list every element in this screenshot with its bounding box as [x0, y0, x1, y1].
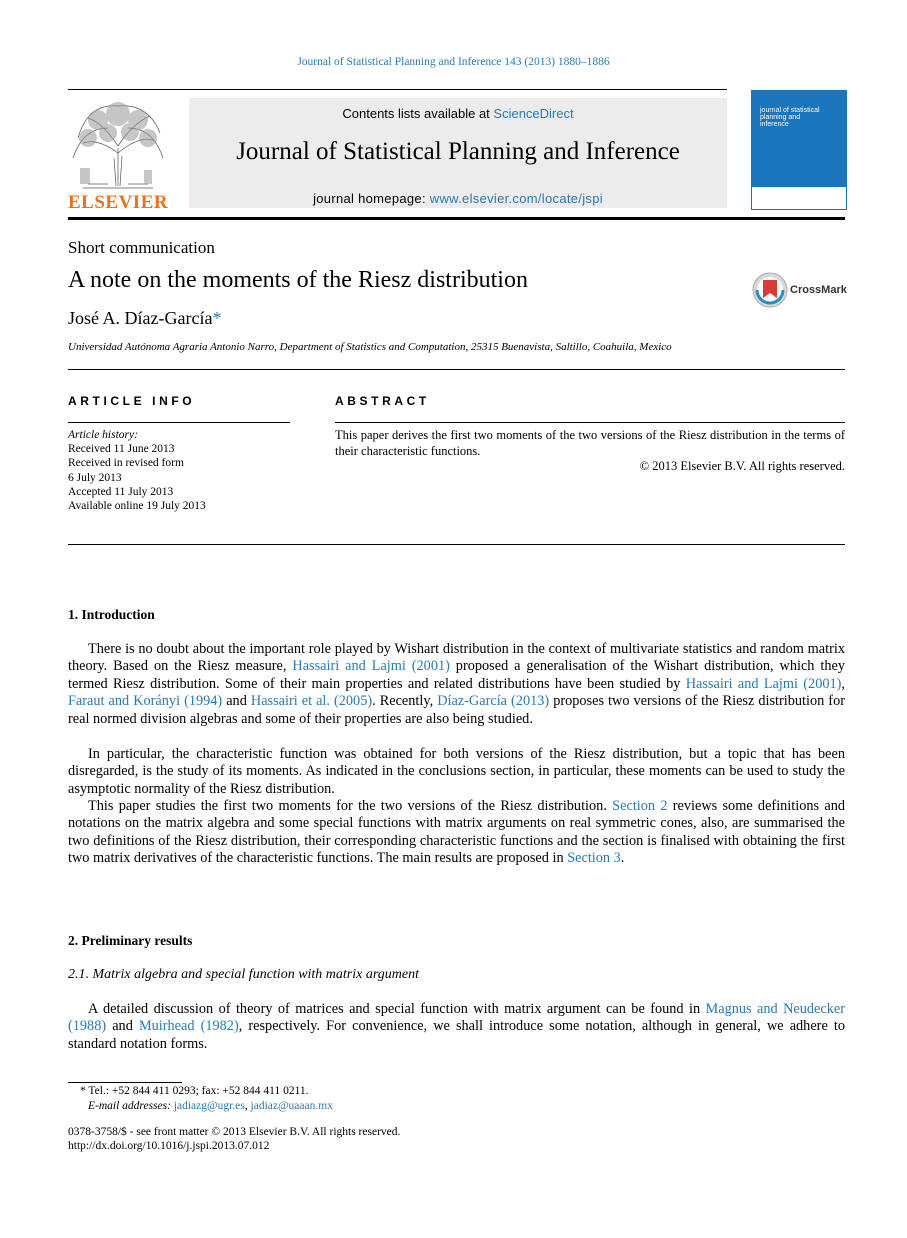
text-run: proposed a generalisation of the Wishart distribution, which they termed Riesz distribution. Some of their main properties and related distributions have been studied by	[68, 658, 845, 692]
prelim-paragraph-1	[68, 1001, 845, 1053]
text-run: .	[620, 850, 625, 867]
article-title: A note on the moments of the Riesz distribution	[68, 267, 528, 293]
author-affiliation: Universidad Autónoma Agraria Antonio Narro, Department of Statistics and Computation, 25315 Buenavista, Saltillo, Coahuila, Mexico	[68, 341, 672, 353]
email-separator: ,	[244, 1100, 251, 1112]
intro-paragraph-1	[68, 641, 845, 728]
history-item: Accepted 11 July 2013	[68, 485, 174, 498]
homepage-prefix: journal homepage:	[313, 191, 430, 206]
article-info-heading: ARTICLE INFO	[68, 394, 196, 408]
history-item: Received 11 June 2013	[68, 443, 175, 456]
journal-cover-thumbnail[interactable]	[751, 90, 847, 210]
abstract-text: This paper derives the first two moments of the two versions of the Riesz distribution in the terms of their characteristic functions.	[335, 428, 845, 458]
text-run: , respectively. For convenience, we shall introduce some notation, although in general, we adhere to standard notation forms.	[68, 1018, 845, 1052]
intro-paragraph-2: In particular, the characteristic function was obtained for both versions of the Riesz distribution, but a topic that has been disregarded, is the study of its moments. As indicated in the conclusions section, in particular, these moments can be used to study the asymptotic normality of the Riesz distribution.	[68, 746, 845, 797]
cover-footer	[752, 187, 846, 209]
text-run: reviews some definitions and notations on the matrix algebra and some special functions with matrix arguments on real symmetric cones, also, are summarised the two definitions of the Riesz distribution, their corresponding characteristic functions and the section is finalised with obtaining the first two matrix derivatives of the characteristic functions. The main results are proposed in	[68, 798, 846, 867]
text-run: ,	[841, 675, 845, 692]
history-label: Article history:	[68, 429, 138, 441]
article-type: Short communication	[68, 238, 215, 257]
journal-name: Journal of Statistical Planning and Inference	[236, 138, 680, 165]
history-item: Received in revised form	[68, 457, 184, 470]
elsevier-wordmark: ELSEVIER	[68, 192, 169, 213]
citation-link[interactable]: Magnus and Neudecker (1988)	[68, 1001, 845, 1035]
text-run: and	[106, 1018, 139, 1035]
footnote-tel: * Tel.: +52 844 411 0293; fax: +52 844 411 0211.	[80, 1085, 309, 1097]
abstract-copyright: © 2013 Elsevier B.V. All rights reserved.	[639, 459, 845, 473]
crossmark-label: CrossMark	[790, 284, 847, 296]
intro-paragraph-3	[68, 798, 845, 868]
email-link[interactable]: jadiaz@uaaan.mx	[250, 1100, 333, 1112]
sciencedirect-link[interactable]: ScienceDirect	[493, 106, 574, 121]
author-line	[68, 308, 221, 329]
history-item: Available online 19 July 2013	[68, 500, 206, 513]
section-link[interactable]: Section 3	[567, 850, 621, 867]
citation-link[interactable]: Díaz-García (2013)	[437, 693, 550, 710]
citation-link[interactable]: Hassairi and Lajmi (2001)	[685, 675, 842, 692]
homepage-line	[189, 191, 727, 206]
subsection-heading: 2.1. Matrix algebra and special function with matrix argument	[68, 967, 420, 982]
article-info-rule	[68, 422, 290, 423]
homepage-link[interactable]: www.elsevier.com/locate/jspi	[429, 191, 603, 206]
text-run: This paper studies the first two moments for the two versions of the Riesz distribution.	[88, 798, 613, 814]
footnote-rule	[68, 1082, 182, 1083]
text-run: . Recently,	[372, 693, 438, 710]
section-heading-introduction: 1. Introduction	[68, 607, 155, 622]
abstract-heading: ABSTRACT	[335, 394, 430, 408]
text-run: proposes two versions of the Riesz distribution for real normed division algebras and some of their properties are also being studied.	[68, 693, 845, 727]
citation-link[interactable]: Muirhead (1982)	[138, 1018, 239, 1035]
crossmark-icon	[752, 272, 788, 308]
section-heading-preliminary: 2. Preliminary results	[68, 933, 193, 948]
text-run: A detailed discussion of theory of matrices and special function with matrix argument can be found in	[88, 1001, 706, 1017]
abstract-rule	[335, 422, 845, 423]
article-history	[68, 428, 206, 513]
section-link[interactable]: Section 2	[612, 798, 668, 814]
cover-title: journal of statistical planning and inference	[760, 107, 820, 128]
header-rule	[68, 89, 727, 90]
header-thick-rule	[68, 217, 845, 220]
author-footnote-mark[interactable]: *	[212, 308, 222, 328]
email-link[interactable]: jadiazg@ugr.es	[173, 1100, 245, 1112]
issn-line: 0378-3758/$ - see front matter © 2013 Elsevier B.V. All rights reserved.	[68, 1126, 401, 1138]
citation-link[interactable]: Hassairi et al. (2005)	[250, 693, 373, 710]
contents-line	[189, 106, 727, 121]
crossmark-badge[interactable]	[752, 272, 847, 308]
history-item: 6 July 2013	[68, 471, 122, 484]
author-name: José A. Díaz-García	[68, 308, 213, 328]
doi-link[interactable]: http://dx.doi.org/10.1016/j.jspi.2013.07.012	[68, 1140, 270, 1152]
journal-citation[interactable]: Journal of Statistical Planning and Inference 143 (2013) 1880–1886	[297, 56, 610, 68]
email-label: E-mail addresses:	[88, 1100, 174, 1112]
title-rule	[68, 369, 845, 370]
journal-masthead	[189, 98, 727, 208]
contents-prefix: Contents lists available at	[342, 106, 494, 121]
citation-link[interactable]: Hassairi and Lajmi (2001)	[292, 658, 450, 675]
citation-link[interactable]: Faraut and Korányi (1994)	[68, 693, 223, 710]
text-run: and	[222, 693, 251, 710]
text-run: There is no doubt about the important role played by Wishart distribution in the context of multivariate statistics and random matrix theory. Based on the Riesz measure,	[68, 641, 845, 675]
abstract-bottom-rule	[68, 544, 845, 545]
footnote-email	[88, 1099, 333, 1114]
